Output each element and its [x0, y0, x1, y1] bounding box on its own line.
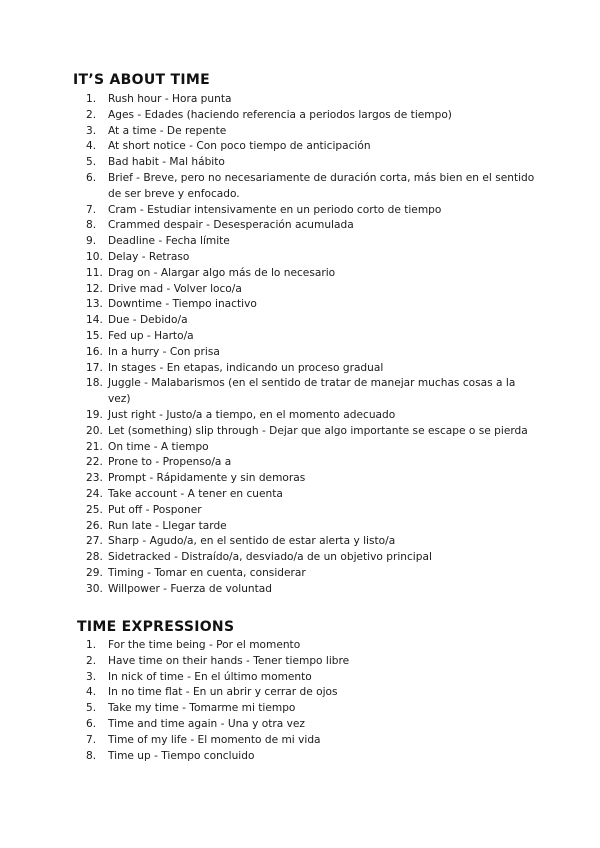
list-item — [0, 455, 538, 471]
list-item — [0, 266, 538, 282]
list-item — [0, 361, 538, 377]
list-item — [0, 108, 538, 124]
list-item-text: Drag on - Alargar algo más de lo necesario — [108, 266, 336, 279]
list-item-text: At a time - De repente — [108, 124, 227, 137]
list-item — [0, 250, 538, 266]
list-item-text: Willpower - Fuerza de voluntad — [108, 582, 272, 595]
list-item-text: Put off - Posponer — [108, 503, 202, 516]
list-item-text: Timing - Tomar en cuenta, considerar — [108, 566, 306, 579]
list-item-text: Deadline - Fecha límite — [108, 235, 230, 248]
list-item-number: 22. — [86, 456, 103, 469]
list-item-number: 8. — [86, 749, 97, 762]
list-item-text: In stages - En etapas, indicando un proceso gradual — [108, 361, 384, 374]
list-item — [0, 155, 538, 171]
vocabulary-list-its-about-time — [0, 92, 538, 598]
list-item-text: Sharp - Agudo/a, en el sentido de estar alerta y listo/a — [108, 535, 396, 548]
list-item-number: 6. — [86, 717, 97, 730]
list-item-number: 6. — [86, 171, 97, 184]
list-item — [0, 701, 538, 717]
list-item — [0, 282, 538, 298]
list-item-number: 2. — [86, 654, 97, 667]
section-title-time-expressions: TIME EXPRESSIONS — [77, 619, 235, 635]
list-item-text: Have time on their hands - Tener tiempo libre — [108, 654, 350, 667]
list-item — [0, 313, 538, 329]
list-item — [0, 550, 538, 566]
list-item — [0, 717, 538, 733]
list-item-number: 14. — [86, 314, 103, 327]
list-item-text: Due - Debido/a — [108, 314, 188, 327]
list-item-text: Cram - Estudiar intensivamente en un periodo corto de tiempo — [108, 203, 442, 216]
list-item — [0, 203, 538, 219]
list-item — [0, 503, 538, 519]
list-item — [0, 582, 538, 598]
list-item — [0, 534, 538, 550]
list-item-number: 1. — [86, 639, 97, 651]
list-item-number: 21. — [86, 440, 103, 453]
list-item — [0, 685, 538, 701]
list-item — [0, 345, 538, 361]
list-item-text: Fed up - Harto/a — [108, 329, 194, 342]
list-item — [0, 408, 538, 424]
list-item — [0, 440, 538, 456]
list-item-text: For the time being - Por el momento — [108, 639, 301, 651]
list-item-text: Take account - A tener en cuenta — [108, 487, 283, 500]
list-item — [0, 218, 538, 234]
list-item-number: 19. — [86, 408, 103, 421]
list-item-number: 30. — [86, 582, 103, 595]
list-item-number: 4. — [86, 686, 97, 699]
list-item-number: 13. — [86, 298, 103, 311]
list-item-text: In no time flat - En un abrir y cerrar de ojos — [108, 686, 338, 699]
list-item-text: Time up - Tiempo concluido — [108, 749, 255, 762]
list-item-number: 7. — [86, 203, 97, 216]
list-item-text: Downtime - Tiempo inactivo — [108, 298, 257, 311]
list-item-number: 12. — [86, 282, 103, 295]
list-item-text: Delay - Retraso — [108, 250, 190, 263]
list-item — [0, 329, 538, 345]
list-item-number: 7. — [86, 733, 97, 746]
list-item-text: In nick of time - En el último momento — [108, 670, 312, 683]
list-item-number: 20. — [86, 424, 103, 437]
list-item-text: Time of my life - El momento de mi vida — [108, 733, 321, 746]
list-item — [0, 424, 538, 440]
list-item-text: Crammed despair - Desesperación acumulada — [108, 219, 354, 232]
list-item-number: 23. — [86, 472, 103, 485]
list-item-number: 17. — [86, 361, 103, 374]
list-item-text: Rush hour - Hora punta — [108, 93, 232, 105]
list-item-text: Juggle - Malabarismos (en el sentido de tratar de manejar muchas cosas a la vez) — [108, 377, 516, 406]
list-item — [0, 670, 538, 686]
list-item-number: 15. — [86, 329, 103, 342]
list-item — [0, 139, 538, 155]
list-item — [0, 471, 538, 487]
list-item-text: Prone to - Propenso/a a — [108, 456, 232, 469]
list-item-text: At short notice - Con poco tiempo de anticipación — [108, 140, 371, 153]
section-title-its-about-time: IT’S ABOUT TIME — [73, 72, 210, 88]
list-item — [0, 171, 538, 203]
list-item-text: Prompt - Rápidamente y sin demoras — [108, 472, 306, 485]
list-item-text: Time and time again - Una y otra vez — [108, 717, 305, 730]
list-item-number: 27. — [86, 535, 103, 548]
list-item-number: 16. — [86, 345, 103, 358]
list-item — [0, 297, 538, 313]
list-item-number: 10. — [86, 250, 103, 263]
list-item-number: 5. — [86, 702, 97, 715]
list-item-number: 9. — [86, 235, 97, 248]
list-item-number: 28. — [86, 551, 103, 564]
list-item — [0, 566, 538, 582]
list-item-number: 25. — [86, 503, 103, 516]
list-item-text: Just right - Justo/a a tiempo, en el momento adecuado — [108, 408, 396, 421]
list-item-text: Drive mad - Volver loco/a — [108, 282, 242, 295]
list-item-number: 24. — [86, 487, 103, 500]
list-item-number: 29. — [86, 566, 103, 579]
list-item-text: Ages - Edades (haciendo referencia a periodos largos de tiempo) — [108, 108, 452, 121]
vocabulary-list-time-expressions — [0, 638, 538, 764]
list-item-number: 8. — [86, 219, 97, 232]
list-item-text: In a hurry - Con prisa — [108, 345, 220, 358]
list-item-text: Run late - Llegar tarde — [108, 519, 227, 532]
list-item-number: 18. — [86, 377, 103, 390]
list-item-text: On time - A tiempo — [108, 440, 209, 453]
list-item — [0, 733, 538, 749]
list-item-number: 3. — [86, 124, 97, 137]
list-item — [0, 92, 538, 108]
list-item — [0, 234, 538, 250]
list-item-number: 11. — [86, 266, 103, 279]
list-item-text: Bad habit - Mal hábito — [108, 156, 225, 169]
list-item-number: 4. — [86, 140, 97, 153]
list-item-number: 1. — [86, 93, 97, 105]
list-item-number: 26. — [86, 519, 103, 532]
list-item-text: Let (something) slip through - Dejar que algo importante se escape o se pierda — [108, 424, 528, 437]
list-item-number: 3. — [86, 670, 97, 683]
list-item-number: 2. — [86, 108, 97, 121]
list-item — [0, 124, 538, 140]
list-item-text: Brief - Breve, pero no necesariamente de duración corta, más bien en el sentido de ser breve y enfocado. — [108, 171, 535, 200]
list-item — [0, 749, 538, 765]
list-item — [0, 654, 538, 670]
list-item-text: Take my time - Tomarme mi tiempo — [108, 702, 296, 715]
list-item — [0, 376, 538, 408]
list-item — [0, 638, 538, 654]
list-item — [0, 487, 538, 503]
list-item-number: 5. — [86, 156, 97, 169]
list-item — [0, 519, 538, 535]
list-item-text: Sidetracked - Distraído/a, desviado/a de un objetivo principal — [108, 551, 432, 564]
